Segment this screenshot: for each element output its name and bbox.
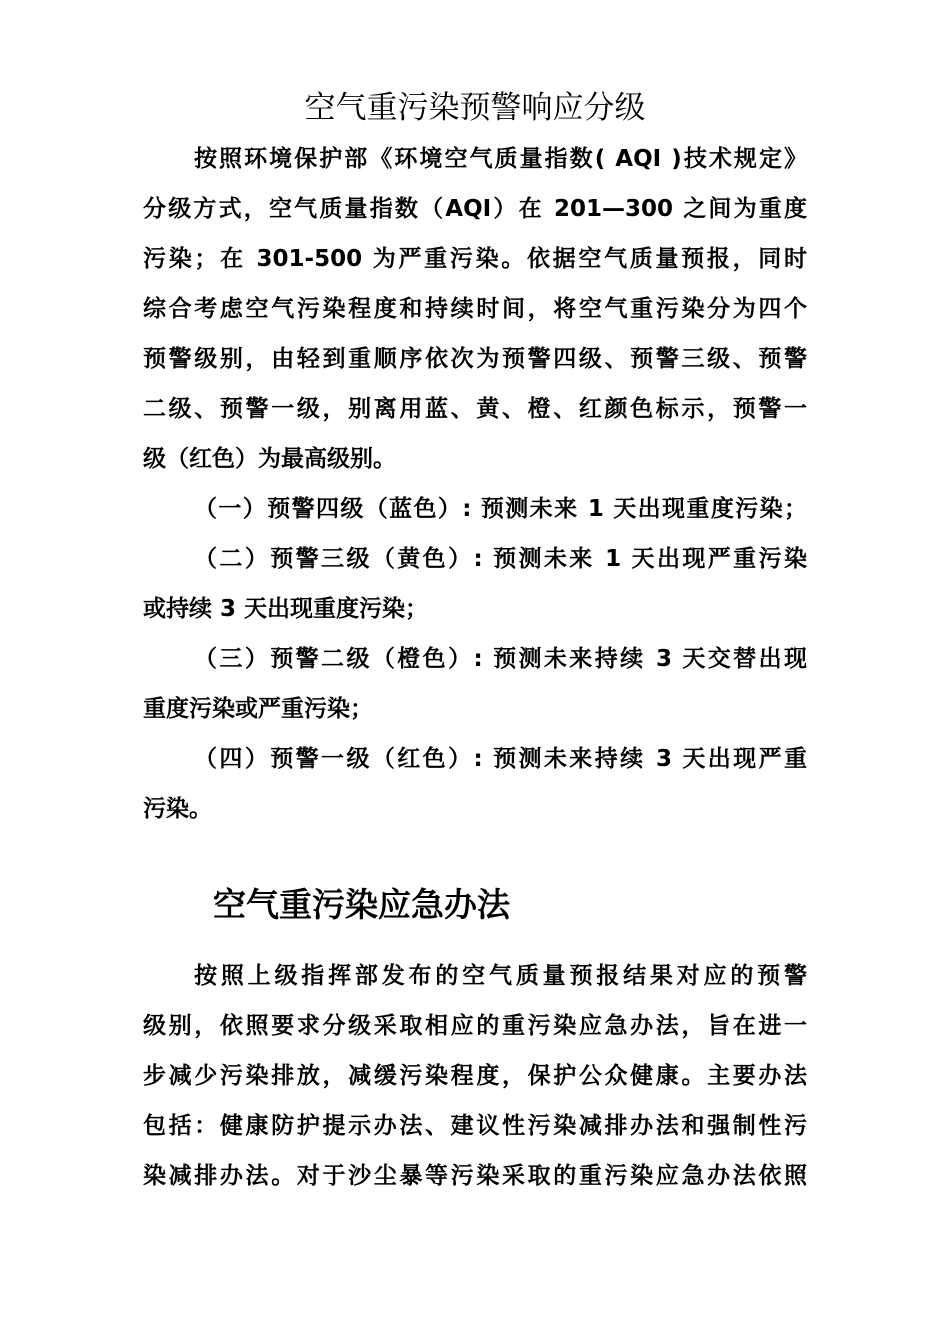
section1-line: 按照环境保护部《环境空气质量指数( AQI )技术规定》 bbox=[194, 146, 807, 172]
section2-line: 包括：健康防护提示办法、建议性污染减排办法和强制性污 bbox=[143, 1113, 807, 1139]
section2-line: 步减少污染排放，减缓污染程度，保护公众健康。主要办法 bbox=[143, 1063, 807, 1089]
section2-line: 染减排办法。对于沙尘暴等污染采取的重污染应急办法依照 bbox=[143, 1163, 807, 1189]
warning-level-2-cont: 重度污染或严重污染； bbox=[143, 696, 373, 722]
warning-level-3: （二）预警三级（黄色）: 预测未来 1 天出现严重污染 bbox=[194, 546, 807, 572]
warning-level-4: （一）预警四级（蓝色）: 预测未来 1 天出现重度污染； bbox=[194, 496, 807, 522]
section1-line: 分级方式，空气质量指数（AQI）在 201—300 之间为重度 bbox=[143, 196, 807, 222]
warning-level-3-cont: 或持续 3 天出现重度污染； bbox=[143, 596, 429, 622]
section1-line: 级（红色）为最高级别。 bbox=[143, 446, 396, 472]
section1-line: 二级、预警一级，别离用蓝、黄、橙、红颜色标示，预警一 bbox=[143, 396, 807, 422]
section1-line: 预警级别，由轻到重顺序依次为预警四级、预警三级、预警 bbox=[143, 346, 807, 372]
section2-line: 级别，依照要求分级采取相应的重污染应急办法，旨在进一 bbox=[143, 1013, 807, 1039]
warning-level-2: （三）预警二级（橙色）: 预测未来持续 3 天交替出现 bbox=[194, 646, 807, 672]
section1-title: 空气重污染预警响应分级 bbox=[304, 90, 646, 126]
section1-line: 污染；在 301-500 为严重污染。依据空气质量预报，同时 bbox=[143, 246, 807, 272]
section2-title: 空气重污染应急办法 bbox=[213, 885, 510, 924]
section2-line: 按照上级指挥部发布的空气质量预报结果对应的预警 bbox=[194, 963, 807, 989]
warning-level-1-cont: 污染。 bbox=[143, 796, 212, 822]
section1-line: 综合考虑空气污染程度和持续时间，将空气重污染分为四个 bbox=[143, 296, 807, 322]
warning-level-1: （四）预警一级（红色）: 预测未来持续 3 天出现严重 bbox=[194, 746, 807, 772]
